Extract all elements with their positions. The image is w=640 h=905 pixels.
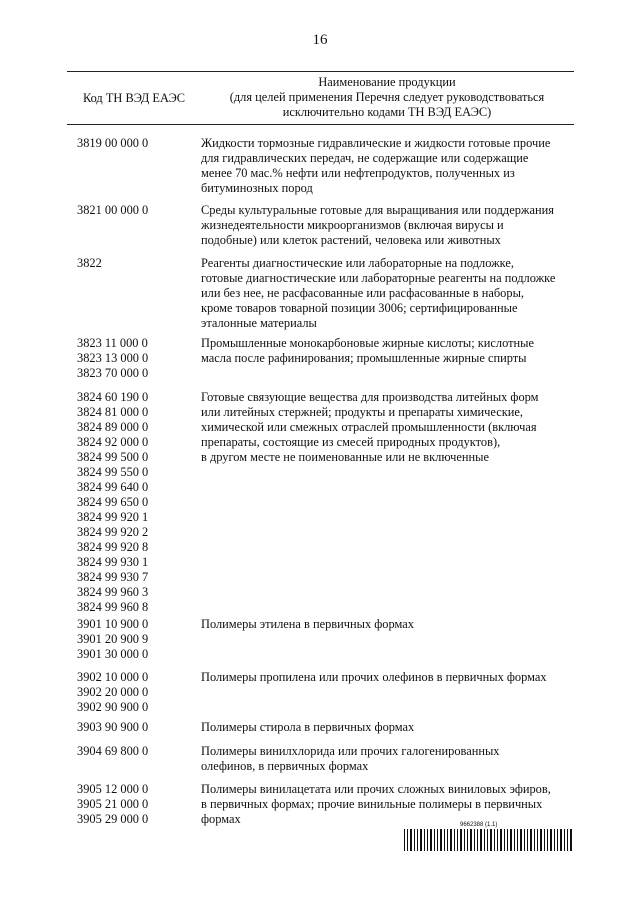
product-name-line: Жидкости тормозные гидравлические и жидкости готовые прочие: [201, 136, 551, 150]
hs-code: 3903 90 900 0: [77, 720, 149, 734]
product-name-line: кроме товаров товарной позиции 3006; сертифицированные: [201, 301, 518, 315]
hs-code: 3905 21 000 0: [77, 797, 149, 811]
product-name-line: в другом месте не поименованные или не включенные: [201, 450, 489, 464]
product-name-line: для гидравлических передач, не содержащие или содержащие: [201, 151, 529, 165]
hs-code: 3902 20 000 0: [77, 685, 149, 699]
product-name-line: менее 70 мас.% нефти или нефтепродуктов, полученных из: [201, 166, 515, 180]
product-name-line: подобные) или клеток растений, человека или животных: [201, 233, 501, 247]
hs-code: 3824 89 000 0: [77, 420, 149, 434]
product-name-cell: [201, 720, 576, 735]
header-name-line: Наименование продукции: [318, 75, 456, 89]
header-name-line: (для целей применения Перечня следует руководствоваться: [229, 90, 545, 104]
product-name-cell: [201, 390, 576, 465]
product-name-line: битуминозных пород: [201, 181, 313, 195]
product-name-line: Полимеры винилацетата или прочих сложных виниловых эфиров,: [201, 782, 551, 796]
hs-code: 3905 12 000 0: [77, 782, 149, 796]
product-name-cell: [201, 782, 576, 827]
product-name-cell: [201, 256, 576, 331]
page-number: 16: [312, 32, 328, 48]
hs-code-cell: [77, 720, 197, 735]
product-name-cell: [201, 336, 576, 366]
product-name-line: в первичных формах; прочие винильные полимеры в первичных: [201, 797, 543, 811]
product-name-line: Промышленные монокарбоновые жирные кислоты; кислотные: [201, 336, 534, 350]
product-name-line: жизнедеятельности микроорганизмов (включая вирусы и: [201, 218, 504, 232]
product-name-line: масла после рафинирования; промышленные жирные спирты: [201, 351, 527, 365]
product-name-line: Среды культуральные готовые для выращивания или поддержания: [201, 203, 554, 217]
hs-code: 3824 99 640 0: [77, 480, 149, 494]
table-top-rule: [67, 71, 574, 72]
hs-code: 3824 81 000 0: [77, 405, 149, 419]
product-name-line: Полимеры этилена в первичных формах: [201, 617, 414, 631]
product-name-cell: [201, 136, 576, 196]
hs-code: 3902 10 000 0: [77, 670, 149, 684]
product-name-line: препараты, состоящие из смесей природных продуктов),: [201, 435, 501, 449]
hs-code: 3823 13 000 0: [77, 351, 149, 365]
hs-code-cell: [77, 136, 197, 151]
header-code-column: Код ТН ВЭД ЕАЭС: [82, 91, 186, 105]
hs-code: 3824 99 920 8: [77, 540, 149, 554]
hs-code: 3824 92 000 0: [77, 435, 149, 449]
hs-code: 3901 20 900 9: [77, 632, 149, 646]
hs-code: 3824 99 550 0: [77, 465, 149, 479]
hs-code: 3901 10 900 0: [77, 617, 149, 631]
hs-code-cell: [77, 617, 197, 662]
hs-code: 3824 99 930 7: [77, 570, 149, 584]
hs-code: 3823 70 000 0: [77, 366, 149, 380]
hs-code: 3902 90 900 0: [77, 700, 149, 714]
product-name-cell: [201, 744, 576, 774]
hs-code: 3823 11 000 0: [77, 336, 148, 350]
hs-code: 3824 60 190 0: [77, 390, 149, 404]
product-name-line: или без нее, не расфасованные или расфасованные в наборы,: [201, 286, 524, 300]
product-name-line: олефинов, в первичных формах: [201, 759, 369, 773]
document-id: 9662388 (1.1): [460, 822, 498, 828]
hs-code: 3824 99 930 1: [77, 555, 149, 569]
product-name-line: Полимеры стирола в первичных формах: [201, 720, 415, 734]
product-name-cell: [201, 670, 576, 685]
product-name-cell: [201, 617, 576, 632]
product-name-line: эталонные материалы: [201, 316, 317, 330]
product-name-line: химической или смежных отраслей промышленности (включая: [201, 420, 537, 434]
product-name-line: Полимеры пропилена или прочих олефинов в первичных формах: [201, 670, 547, 684]
product-name-line: или литейных стержней; продукты и препараты химические,: [201, 405, 523, 419]
hs-code-cell: [77, 390, 197, 615]
hs-code: 3824 99 500 0: [77, 450, 149, 464]
hs-code: 3824 99 920 1: [77, 510, 149, 524]
hs-code: 3905 29 000 0: [77, 812, 149, 826]
product-name-line: формах: [201, 812, 241, 826]
hs-code: 3904 69 800 0: [77, 744, 149, 758]
hs-code-cell: [77, 203, 197, 218]
product-name-cell: [201, 203, 576, 248]
hs-code: 3819 00 000 0: [77, 136, 149, 150]
product-name-line: Полимеры винилхлорида или прочих галогенированных: [201, 744, 500, 758]
hs-code-cell: [77, 670, 197, 715]
hs-code: 3901 30 000 0: [77, 647, 149, 661]
header-name-line: исключительно кодами ТН ВЭД ЕАЭС): [282, 105, 492, 119]
header-bottom-rule: [67, 124, 574, 125]
hs-code-cell: [77, 256, 197, 271]
hs-code-cell: [77, 782, 197, 827]
header-name-column: [200, 75, 574, 120]
product-name-line: Готовые связующие вещества для производства литейных форм: [201, 390, 539, 404]
hs-code: 3822: [77, 256, 102, 270]
hs-code-cell: [77, 744, 197, 759]
hs-code: 3824 99 920 2: [77, 525, 149, 539]
barcode: [404, 829, 574, 851]
hs-code: 3821 00 000 0: [77, 203, 149, 217]
hs-code: 3824 99 960 3: [77, 585, 149, 599]
product-name-line: Реагенты диагностические или лабораторные на подложке,: [201, 256, 514, 270]
hs-code: 3824 99 650 0: [77, 495, 149, 509]
hs-code: 3824 99 960 8: [77, 600, 149, 614]
hs-code-cell: [77, 336, 197, 381]
product-name-line: готовые диагностические или лабораторные реагенты на подложке: [201, 271, 556, 285]
